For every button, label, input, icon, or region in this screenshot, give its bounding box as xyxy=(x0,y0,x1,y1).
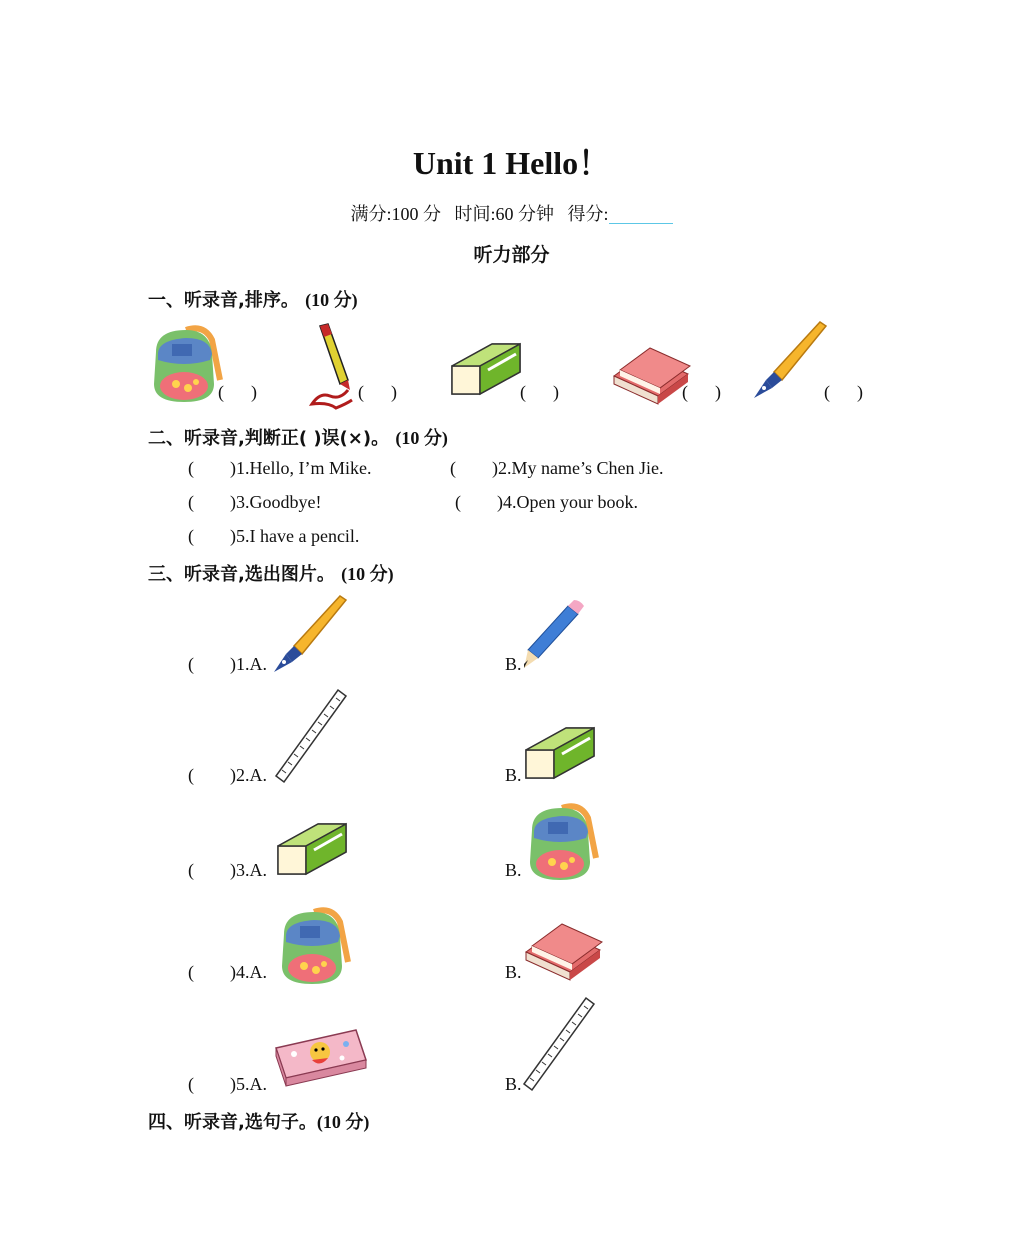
ruler-icon xyxy=(524,998,596,1092)
judge-item[interactable]: ( )3.Goodbye! xyxy=(188,492,322,512)
section-2-heading xyxy=(148,424,448,450)
section-1-heading xyxy=(148,286,358,312)
answer-paren[interactable]: ( ) xyxy=(824,382,863,402)
pencil-box-icon xyxy=(272,1030,370,1090)
section-4-heading xyxy=(148,1108,369,1134)
crayon-icon xyxy=(312,324,358,404)
choice-left[interactable]: ( )4.A. xyxy=(188,962,267,982)
judge-item[interactable]: ( )5.I have a pencil. xyxy=(188,526,360,546)
score-info xyxy=(0,200,1023,226)
bag-icon xyxy=(146,322,226,402)
pencil-icon xyxy=(522,600,584,670)
section-2-points: (10 分) xyxy=(395,428,448,448)
section-1-title: 一、听录音,排序。 xyxy=(148,290,299,311)
score-label: 得分: xyxy=(567,204,609,224)
choice-right[interactable]: B. xyxy=(505,654,522,674)
section-4-points: (10 分) xyxy=(316,1112,370,1132)
answer-paren[interactable]: ( ) xyxy=(520,382,559,402)
full-score: 满分:100 分 xyxy=(350,204,441,224)
book-icon xyxy=(522,916,618,982)
judge-item[interactable]: ( )2.My name’s Chen Jie. xyxy=(450,458,664,478)
section-3-points: (10 分) xyxy=(341,564,394,584)
section-3-title: 三、听录音,选出图片。 xyxy=(148,564,335,585)
section-3-heading xyxy=(148,560,394,586)
choice-left[interactable]: ( )1.A. xyxy=(188,654,267,674)
choice-left[interactable]: ( )5.A. xyxy=(188,1074,267,1094)
bag-icon xyxy=(522,800,602,880)
section-1-points: (10 分) xyxy=(305,290,358,310)
choice-right[interactable]: B. xyxy=(505,765,522,785)
answer-paren[interactable]: ( ) xyxy=(358,382,397,402)
choice-right[interactable]: B. xyxy=(505,962,522,982)
judge-item[interactable]: ( )1.Hello, I’m Mike. xyxy=(188,458,372,478)
answer-paren[interactable]: ( ) xyxy=(218,382,257,402)
bag-icon xyxy=(274,904,354,984)
eraser-icon xyxy=(274,816,350,878)
book-icon xyxy=(610,340,690,406)
pen-icon xyxy=(272,596,348,674)
part-title: 听力部分 xyxy=(473,244,550,266)
page-title: Unit 1 Hello！ xyxy=(412,145,611,181)
section-4-title: 四、听录音,选句子。 xyxy=(148,1112,317,1133)
time-limit: 时间:60 分钟 xyxy=(454,204,554,224)
judge-item[interactable]: ( )4.Open your book. xyxy=(455,492,638,512)
pen-icon xyxy=(752,322,828,400)
choice-right[interactable]: B. xyxy=(505,1074,522,1094)
ruler-icon xyxy=(276,690,348,784)
answer-paren[interactable]: ( ) xyxy=(682,382,721,402)
choice-right[interactable]: B. xyxy=(505,860,522,880)
section-2-title: 二、听录音,判断正( )误(×)。 xyxy=(148,428,390,449)
eraser-icon xyxy=(522,720,598,782)
choice-left[interactable]: ( )2.A. xyxy=(188,765,267,785)
eraser-icon xyxy=(448,336,524,398)
choice-left[interactable]: ( )3.A. xyxy=(188,860,267,880)
score-blank[interactable] xyxy=(609,205,673,224)
